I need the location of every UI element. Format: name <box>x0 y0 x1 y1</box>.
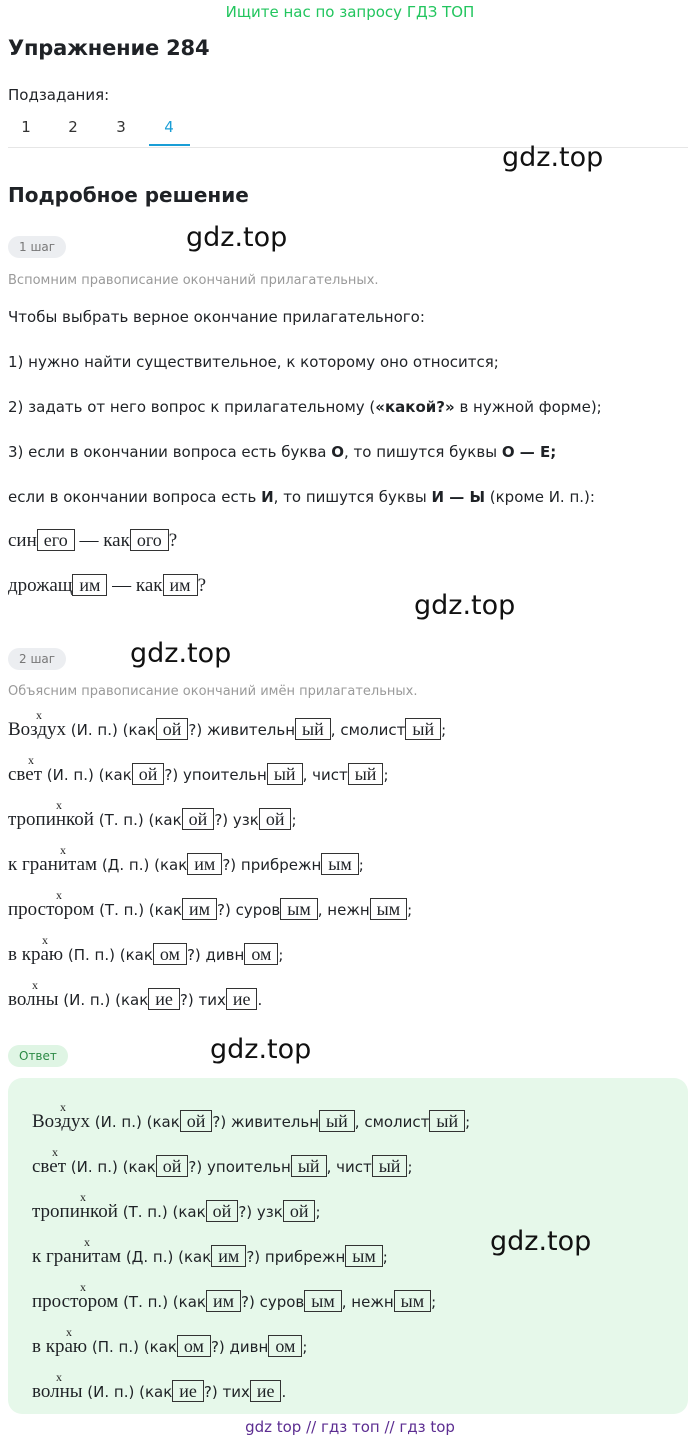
adjective-stem: , нежн <box>317 901 370 919</box>
punctuation: ; <box>407 901 413 919</box>
case-label: (И. п.) (как <box>42 766 132 784</box>
tab-4[interactable]: 4 <box>164 118 174 136</box>
stress-mark: х <box>80 1280 86 1294</box>
ending-box: ие <box>250 1380 282 1402</box>
punctuation: ; <box>358 856 364 874</box>
step-1-paragraph: Чтобы выбрать верное окончание прилагательного: <box>8 308 425 326</box>
grammar-row <box>8 888 413 921</box>
stress-mark: х <box>80 1190 86 1204</box>
grammar-row <box>32 1280 437 1313</box>
tab-1[interactable]: 1 <box>21 118 31 136</box>
adjective-stem: ?) живительн <box>188 721 296 739</box>
punctuation: ; <box>291 811 297 829</box>
case-label: (Т. п.) (как <box>118 1293 206 1311</box>
ending-box: ый <box>348 763 384 785</box>
noun: свет <box>8 764 43 785</box>
grammar-row <box>8 798 297 831</box>
ending-box: ый <box>291 1155 327 1177</box>
grammar-row <box>32 1100 471 1133</box>
active-tab-indicator <box>149 144 190 146</box>
noun: к гранитам <box>32 1246 122 1267</box>
grammar-row <box>8 843 364 876</box>
noun: Воздух <box>32 1111 91 1132</box>
question-ending-box: ой <box>156 718 189 740</box>
ending-box: ым <box>304 1290 341 1312</box>
step-1-rule-1: 1) нужно найти существительное, к которому оно относится; <box>8 353 499 371</box>
adjective-stem: ?) упоительн <box>188 1158 291 1176</box>
question-ending-box: им <box>182 898 217 920</box>
ending-box: ой <box>283 1200 316 1222</box>
stress-mark: х <box>32 978 38 992</box>
tab-3[interactable]: 3 <box>116 118 126 136</box>
question-ending-box: ие <box>148 988 180 1010</box>
punctuation: ; <box>382 1248 388 1266</box>
example-1: син его — как ого ? <box>8 530 178 551</box>
grammar-row <box>8 933 284 966</box>
grammar-row <box>32 1235 388 1268</box>
punctuation: ; <box>407 1158 413 1176</box>
case-label: (И. п.) (как <box>58 991 149 1009</box>
punctuation: ; <box>431 1293 437 1311</box>
question-ending-box: им <box>211 1245 246 1267</box>
adjective-stem: ?) суров <box>217 901 281 919</box>
grammar-row <box>32 1370 287 1403</box>
noun: тропинкой <box>8 809 94 830</box>
watermark: gdz.top <box>414 590 516 621</box>
ending-box: ый <box>405 718 441 740</box>
step-1-rule-2: 2) задать от него вопрос к прилагательному («какой?» в нужной форме); <box>8 398 602 416</box>
punctuation: ; <box>278 946 284 964</box>
punctuation: ; <box>383 766 389 784</box>
watermark: gdz.top <box>210 1034 312 1065</box>
adjective-stem: ?) тих <box>179 991 226 1009</box>
ending-box: ом <box>268 1335 302 1357</box>
adjective-stem: , нежн <box>341 1293 394 1311</box>
ending-box: им <box>163 574 198 596</box>
ending-box: его <box>37 529 75 551</box>
watermark: gdz.top <box>186 222 288 253</box>
question-ending-box: ом <box>177 1335 211 1357</box>
noun: простором <box>32 1291 119 1312</box>
question-ending-box: ой <box>182 808 215 830</box>
ending-box: ый <box>267 763 303 785</box>
step-2-hint: Объясним правописание окончаний имён прилагательных. <box>8 684 418 699</box>
question-ending-box: ом <box>153 943 187 965</box>
ending-box: ой <box>259 808 292 830</box>
watermark: gdz.top <box>490 1226 592 1257</box>
adjective-stem: ?) тих <box>203 1383 250 1401</box>
question-ending-box: ой <box>156 1155 189 1177</box>
question-ending-box: им <box>206 1290 241 1312</box>
stress-mark: х <box>28 753 34 767</box>
subtasks-label: Подзадания: <box>8 86 110 104</box>
page-title: Упражнение 284 <box>8 36 210 60</box>
punctuation: . <box>281 1383 287 1401</box>
adjective-stem: ?) дивн <box>210 1338 269 1356</box>
watermark: gdz.top <box>130 638 232 669</box>
step-1-rule-4: если в окончании вопроса есть И, то пишутся буквы И — Ы (кроме И. п.): <box>8 488 595 506</box>
punctuation: ; <box>441 721 447 739</box>
step-1-rule-3: 3) если в окончании вопроса есть буква О, то пишутся буквы О — Е; <box>8 443 557 461</box>
ending-box: ым <box>345 1245 382 1267</box>
ending-box: ого <box>130 529 169 551</box>
question-ending-box: ой <box>180 1110 213 1132</box>
grammar-row <box>8 978 263 1011</box>
case-label: (И. п.) (как <box>66 721 156 739</box>
case-label: (П. п.) (как <box>63 946 153 964</box>
ending-box: ым <box>280 898 317 920</box>
case-label: (Т. п.) (как <box>94 901 182 919</box>
step-1-hint: Вспомним правописание окончаний прилагательных. <box>8 273 379 288</box>
case-label: (Д. п.) (как <box>97 856 188 874</box>
stress-mark: х <box>60 843 66 857</box>
ending-box: ым <box>370 898 407 920</box>
stress-mark: х <box>84 1235 90 1249</box>
punctuation: ; <box>465 1113 471 1131</box>
grammar-row <box>32 1325 308 1358</box>
ending-box: ый <box>319 1110 355 1132</box>
noun: тропинкой <box>32 1201 118 1222</box>
tab-2[interactable]: 2 <box>68 118 78 136</box>
example-2: дрожащ им — как им ? <box>8 575 206 596</box>
step-1-badge: 1 шаг <box>8 236 66 258</box>
noun: в краю <box>8 944 64 965</box>
adjective-stem: , чист <box>302 766 348 784</box>
punctuation: . <box>257 991 263 1009</box>
ending-box: ие <box>226 988 258 1010</box>
case-label: (И. п.) (как <box>90 1113 180 1131</box>
punctuation: ; <box>315 1203 321 1221</box>
adjective-stem: , чист <box>326 1158 372 1176</box>
watermark: gdz.top <box>502 142 604 173</box>
case-label: (Д. п.) (как <box>121 1248 212 1266</box>
noun: к гранитам <box>8 854 98 875</box>
question-ending-box: ие <box>172 1380 204 1402</box>
noun: свет <box>32 1156 67 1177</box>
question-ending-box: ой <box>132 763 165 785</box>
ending-box: ый <box>429 1110 465 1132</box>
promo-banner[interactable]: Ищите нас по запросу ГДЗ ТОП <box>225 3 475 21</box>
noun: Воздух <box>8 719 67 740</box>
stress-mark: х <box>66 1325 72 1339</box>
step-2-badge: 2 шаг <box>8 648 66 670</box>
grammar-row <box>32 1145 413 1178</box>
section-title: Подробное решение <box>8 183 249 207</box>
adjective-stem: ?) узк <box>238 1203 283 1221</box>
ending-box: ым <box>394 1290 431 1312</box>
grammar-row <box>32 1190 321 1223</box>
punctuation: ; <box>302 1338 308 1356</box>
footer-links[interactable]: gdz top // гдз топ // гдз top <box>245 1418 455 1436</box>
adjective-stem: ?) прибрежн <box>246 1248 346 1266</box>
case-label: (И. п.) (как <box>82 1383 173 1401</box>
noun: в краю <box>32 1336 88 1357</box>
case-label: (Т. п.) (как <box>117 1203 206 1221</box>
answer-badge: Ответ <box>8 1045 68 1067</box>
stress-mark: х <box>36 708 42 722</box>
adjective-stem: ?) прибрежн <box>222 856 322 874</box>
ending-box: ым <box>321 853 358 875</box>
adjective-stem: ?) живительн <box>212 1113 320 1131</box>
grammar-row <box>8 753 389 786</box>
grammar-row <box>8 708 447 741</box>
stress-mark: х <box>56 798 62 812</box>
stress-mark: х <box>56 1370 62 1384</box>
adjective-stem: ?) суров <box>241 1293 305 1311</box>
noun: волны <box>8 989 59 1010</box>
ending-box: им <box>72 574 107 596</box>
case-label: (И. п.) (как <box>66 1158 156 1176</box>
noun: волны <box>32 1381 83 1402</box>
stress-mark: х <box>56 888 62 902</box>
adjective-stem: ?) дивн <box>186 946 245 964</box>
ending-box: ом <box>244 943 278 965</box>
question-ending-box: ой <box>206 1200 239 1222</box>
ending-box: ый <box>295 718 331 740</box>
stress-mark: х <box>60 1100 66 1114</box>
adjective-stem: , смолист <box>330 721 406 739</box>
noun: простором <box>8 899 95 920</box>
adjective-stem: ?) узк <box>214 811 259 829</box>
stress-mark: х <box>52 1145 58 1159</box>
ending-box: ый <box>372 1155 408 1177</box>
case-label: (Т. п.) (как <box>93 811 182 829</box>
adjective-stem: ?) упоительн <box>164 766 267 784</box>
stress-mark: х <box>42 933 48 947</box>
case-label: (П. п.) (как <box>87 1338 177 1356</box>
adjective-stem: , смолист <box>354 1113 430 1131</box>
question-ending-box: им <box>187 853 222 875</box>
